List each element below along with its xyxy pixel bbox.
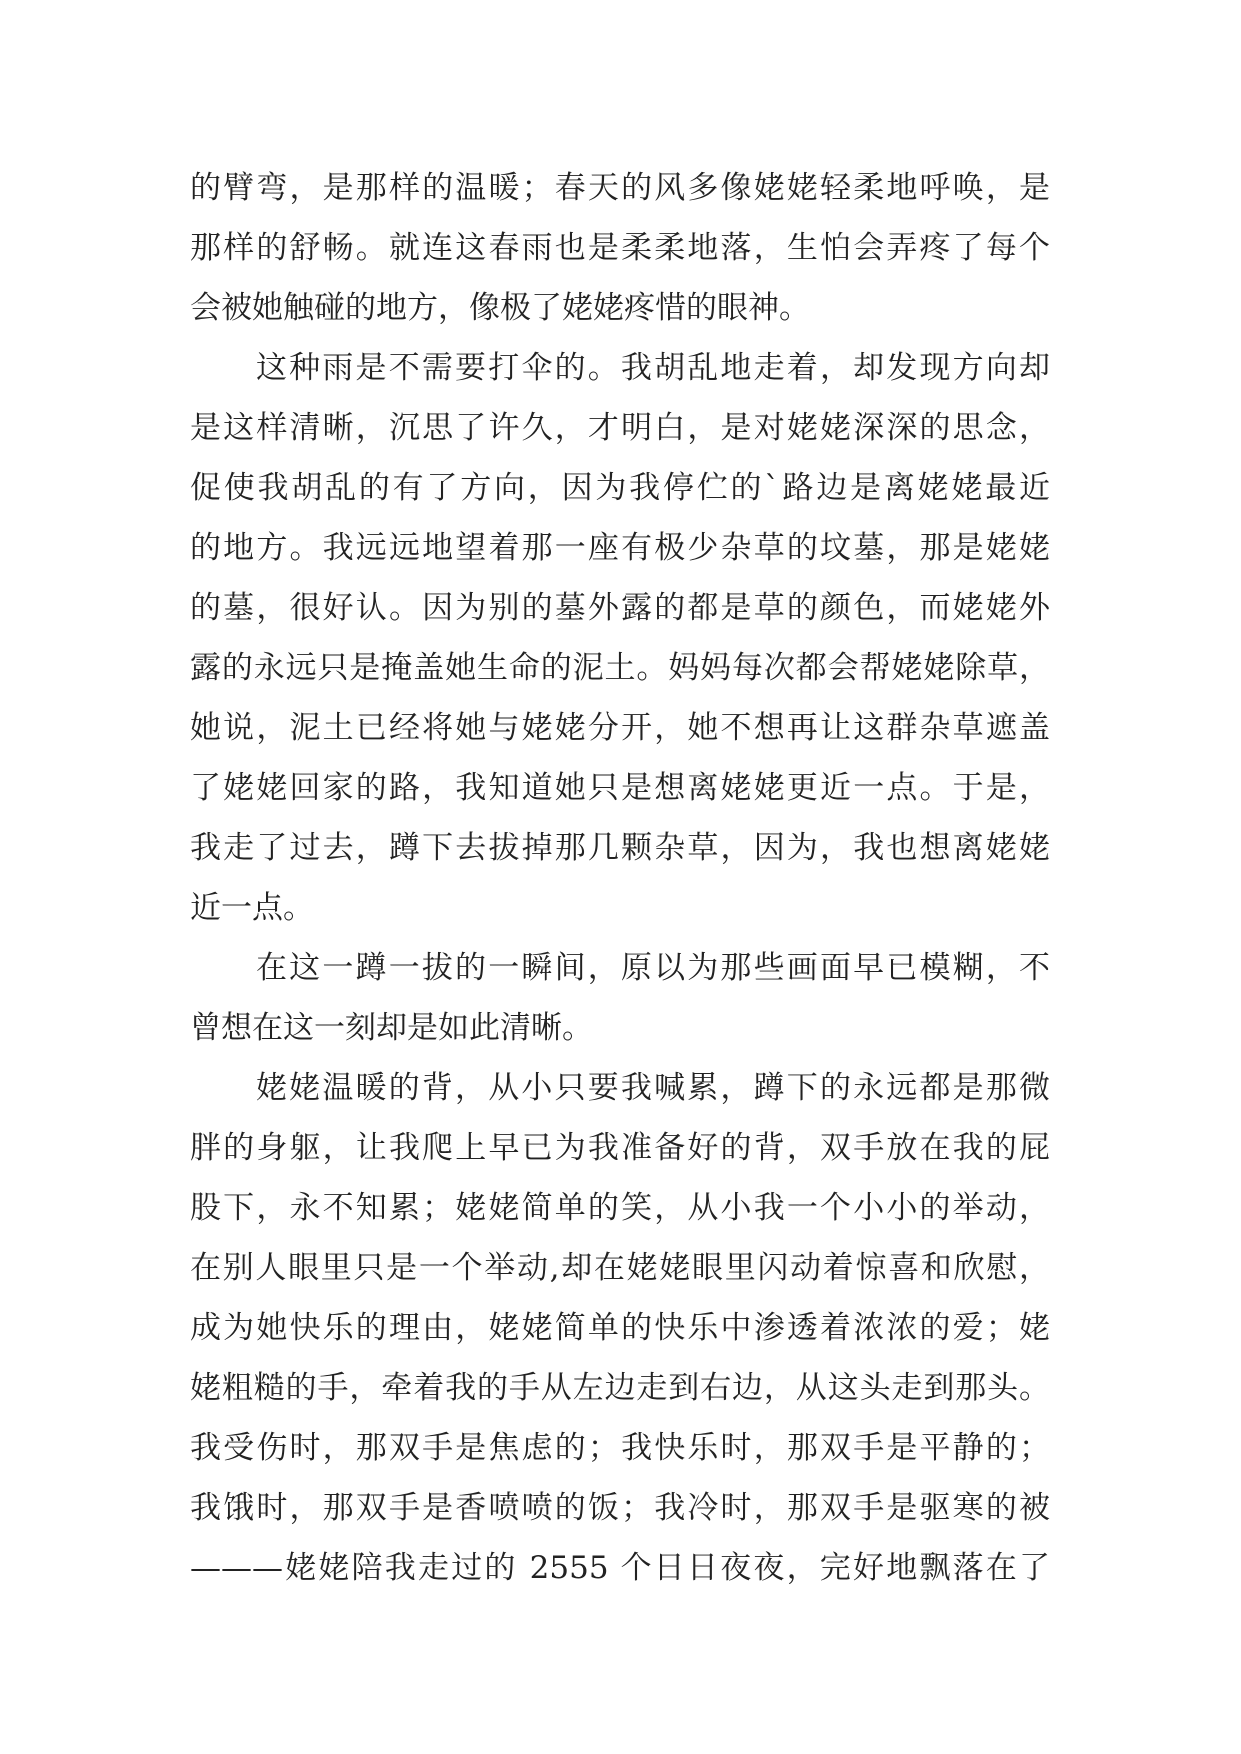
text-line: 在别人眼里只是一个举动,却在姥姥眼里闪动着惊喜和欣慰，: [190, 1250, 1050, 1286]
text-line: 股下，永不知累；姥姥简单的笑，从小我一个小小的举动，: [190, 1190, 1050, 1226]
text-line: 成为她快乐的理由，姥姥简单的快乐中渗透着浓浓的爱；姥: [190, 1310, 1050, 1346]
text-line: 是这样清晰，沉思了许久，才明白，是对姥姥深深的思念，: [190, 410, 1050, 446]
text-line: 的臂弯，是那样的温暖；春天的风多像姥姥轻柔地呼唤，是: [190, 170, 1050, 206]
text-line: 近一点。: [190, 890, 314, 926]
text-line: 的地方。我远远地望着那一座有极少杂草的坟墓，那是姥姥: [190, 530, 1050, 566]
text-line: ———姥姥陪我走过的 2555 个日日夜夜，完好地飘落在了: [190, 1550, 1050, 1586]
text-line: 促使我胡乱的有了方向，因为我停伫的`路边是离姥姥最近: [190, 470, 1050, 506]
text-line: 在这一蹲一拔的一瞬间，原以为那些画面早已模糊，不: [256, 950, 1050, 986]
body-text: [190, 158, 1050, 1598]
text-line: 我受伤时，那双手是焦虑的；我快乐时，那双手是平静的；: [190, 1430, 1050, 1466]
text-line: 露的永远只是掩盖她生命的泥土。妈妈每次都会帮姥姥除草，: [190, 650, 1050, 686]
text-line: 会被她触碰的地方，像极了姥姥疼惜的眼神。: [190, 290, 810, 326]
text-line: 曾想在这一刻却是如此清晰。: [190, 1010, 593, 1046]
text-line: 她说，泥土已经将她与姥姥分开，她不想再让这群杂草遮盖: [190, 710, 1050, 746]
text-line: 我饿时，那双手是香喷喷的饭；我冷时，那双手是驱寒的被: [190, 1490, 1050, 1526]
text-line: 的墓，很好认。因为别的墓外露的都是草的颜色，而姥姥外: [190, 590, 1050, 626]
text-line: 姥姥温暖的背，从小只要我喊累，蹲下的永远都是那微: [256, 1070, 1050, 1106]
text-line: 我走了过去，蹲下去拔掉那几颗杂草，因为，我也想离姥姥: [190, 830, 1050, 866]
text-line: 姥粗糙的手，牵着我的手从左边走到右边，从这头走到那头。: [190, 1370, 1050, 1406]
text-line: 这种雨是不需要打伞的。我胡乱地走着，却发现方向却: [256, 350, 1050, 386]
text-line: 那样的舒畅。就连这春雨也是柔柔地落，生怕会弄疼了每个: [190, 230, 1050, 266]
text-line: 了姥姥回家的路，我知道她只是想离姥姥更近一点。于是，: [190, 770, 1050, 806]
text-line: 胖的身躯，让我爬上早已为我准备好的背，双手放在我的屁: [190, 1130, 1050, 1166]
